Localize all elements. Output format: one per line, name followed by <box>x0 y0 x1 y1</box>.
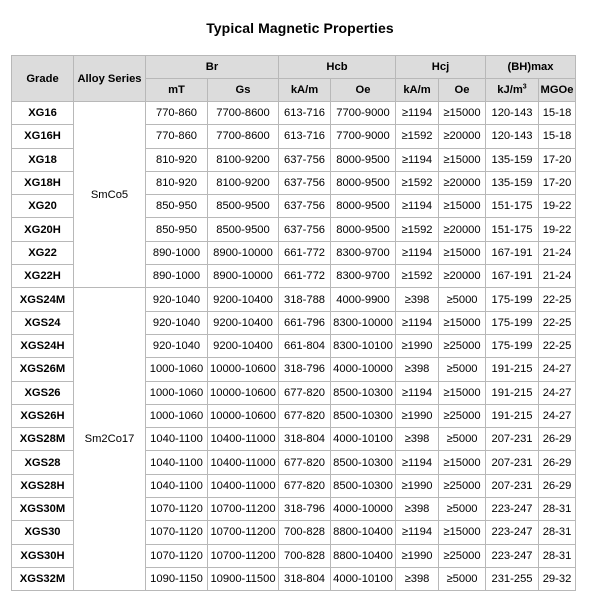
value-cell: ≥1990 <box>396 404 439 427</box>
unit-header: kA/m <box>396 79 439 102</box>
value-cell: 26-29 <box>539 451 576 474</box>
value-cell: 318-804 <box>279 567 331 590</box>
grade-cell: XGS28M <box>12 428 74 451</box>
value-cell: 19-22 <box>539 218 576 241</box>
value-cell: 890-1000 <box>146 265 208 288</box>
value-cell: 28-31 <box>539 498 576 521</box>
value-cell: ≥1194 <box>396 381 439 404</box>
value-cell: ≥1194 <box>396 311 439 334</box>
grade-cell: XGS28 <box>12 451 74 474</box>
value-cell: 4000-10000 <box>331 498 396 521</box>
grade-cell: XGS32M <box>12 567 74 590</box>
value-cell: 10900-11500 <box>208 567 279 590</box>
value-cell: 318-788 <box>279 288 331 311</box>
value-cell: ≥1592 <box>396 171 439 194</box>
value-cell: 8900-10000 <box>208 241 279 264</box>
grade-cell: XG18 <box>12 148 74 171</box>
value-cell: 151-175 <box>486 195 539 218</box>
value-cell: 15-18 <box>539 102 576 125</box>
value-cell: 8000-9500 <box>331 195 396 218</box>
value-cell: 661-796 <box>279 311 331 334</box>
value-cell: 7700-9000 <box>331 125 396 148</box>
value-cell: 637-756 <box>279 195 331 218</box>
table-body <box>12 102 576 591</box>
value-cell: 7700-9000 <box>331 102 396 125</box>
value-cell: 8500-9500 <box>208 195 279 218</box>
grade-cell: XGS26 <box>12 381 74 404</box>
value-cell: 810-920 <box>146 148 208 171</box>
value-cell: 1000-1060 <box>146 404 208 427</box>
value-cell: 175-199 <box>486 334 539 357</box>
value-cell: 1040-1100 <box>146 451 208 474</box>
value-cell: 175-199 <box>486 288 539 311</box>
value-cell: 8300-10100 <box>331 334 396 357</box>
value-cell: 1070-1120 <box>146 521 208 544</box>
value-cell: 231-255 <box>486 567 539 590</box>
value-cell: 24-27 <box>539 381 576 404</box>
value-cell: ≥25000 <box>439 474 486 497</box>
value-cell: 8000-9500 <box>331 218 396 241</box>
value-cell: 661-804 <box>279 334 331 357</box>
value-cell: ≥1990 <box>396 474 439 497</box>
value-cell: 10000-10600 <box>208 381 279 404</box>
value-cell: 8800-10400 <box>331 544 396 567</box>
value-cell: 191-215 <box>486 358 539 381</box>
value-cell: 191-215 <box>486 404 539 427</box>
unit-label: kJ/m <box>497 84 523 96</box>
value-cell: 175-199 <box>486 311 539 334</box>
value-cell: 28-31 <box>539 544 576 567</box>
value-cell: 8500-10300 <box>331 404 396 427</box>
value-cell: 920-1040 <box>146 334 208 357</box>
unit-header: Gs <box>208 79 279 102</box>
value-cell: 207-231 <box>486 451 539 474</box>
value-cell: 661-772 <box>279 241 331 264</box>
unit-header: MGOe <box>539 79 576 102</box>
value-cell: ≥1990 <box>396 544 439 567</box>
value-cell: 637-756 <box>279 171 331 194</box>
value-cell: 10000-10600 <box>208 358 279 381</box>
value-cell: 223-247 <box>486 498 539 521</box>
value-cell: 10700-11200 <box>208 521 279 544</box>
unit-header: kA/m <box>279 79 331 102</box>
value-cell: 22-25 <box>539 311 576 334</box>
value-cell: 24-27 <box>539 358 576 381</box>
value-cell: 167-191 <box>486 241 539 264</box>
value-cell: ≥25000 <box>439 404 486 427</box>
value-cell: 8500-10300 <box>331 451 396 474</box>
grade-cell: XG22 <box>12 241 74 264</box>
value-cell: 637-756 <box>279 148 331 171</box>
value-cell: 8300-9700 <box>331 241 396 264</box>
value-cell: 135-159 <box>486 148 539 171</box>
value-cell: 10700-11200 <box>208 544 279 567</box>
value-cell: ≥15000 <box>439 241 486 264</box>
grade-cell: XGS24 <box>12 311 74 334</box>
value-cell: ≥5000 <box>439 358 486 381</box>
value-cell: 677-820 <box>279 404 331 427</box>
value-cell: 318-804 <box>279 428 331 451</box>
value-cell: ≥5000 <box>439 288 486 311</box>
grade-cell: XGS24H <box>12 334 74 357</box>
value-cell: ≥398 <box>396 428 439 451</box>
value-cell: ≥1990 <box>396 334 439 357</box>
value-cell: ≥398 <box>396 288 439 311</box>
grade-cell: XG16 <box>12 102 74 125</box>
value-cell: ≥25000 <box>439 334 486 357</box>
value-cell: 4000-9900 <box>331 288 396 311</box>
value-cell: 135-159 <box>486 171 539 194</box>
value-cell: ≥1194 <box>396 451 439 474</box>
value-cell: 700-828 <box>279 521 331 544</box>
value-cell: 8900-10000 <box>208 265 279 288</box>
value-cell: 677-820 <box>279 451 331 474</box>
grade-cell: XG20H <box>12 218 74 241</box>
value-cell: 8500-10300 <box>331 381 396 404</box>
value-cell: 920-1040 <box>146 311 208 334</box>
grade-cell: XGS26H <box>12 404 74 427</box>
page-title: Typical Magnetic Properties <box>206 20 394 36</box>
value-cell: ≥20000 <box>439 125 486 148</box>
table-row <box>12 288 576 311</box>
table-row <box>12 102 576 125</box>
header-grade: Grade <box>12 56 74 102</box>
grade-cell: XGS24M <box>12 288 74 311</box>
value-cell: 8800-10400 <box>331 521 396 544</box>
value-cell: 10700-11200 <box>208 498 279 521</box>
value-cell: 318-796 <box>279 498 331 521</box>
value-cell: ≥1592 <box>396 265 439 288</box>
value-cell: ≥1194 <box>396 195 439 218</box>
value-cell: 1040-1100 <box>146 474 208 497</box>
grade-cell: XGS30M <box>12 498 74 521</box>
value-cell: 28-31 <box>539 521 576 544</box>
value-cell: 21-24 <box>539 265 576 288</box>
grade-cell: XG16H <box>12 125 74 148</box>
value-cell: 8000-9500 <box>331 171 396 194</box>
value-cell: ≥15000 <box>439 195 486 218</box>
value-cell: 7700-8600 <box>208 102 279 125</box>
value-cell: 120-143 <box>486 125 539 148</box>
grade-cell: XG18H <box>12 171 74 194</box>
value-cell: ≥15000 <box>439 381 486 404</box>
value-cell: ≥1194 <box>396 102 439 125</box>
unit-header: mT <box>146 79 208 102</box>
value-cell: ≥20000 <box>439 265 486 288</box>
value-cell: ≥15000 <box>439 451 486 474</box>
value-cell: 4000-10100 <box>331 567 396 590</box>
value-cell: ≥15000 <box>439 102 486 125</box>
value-cell: ≥20000 <box>439 218 486 241</box>
header-hcj: Hcj <box>396 56 486 79</box>
value-cell: 850-950 <box>146 195 208 218</box>
value-cell: 4000-10000 <box>331 358 396 381</box>
magnetic-properties-table <box>11 55 576 591</box>
value-cell: 26-29 <box>539 474 576 497</box>
header-alloy-series: Alloy Series <box>74 56 146 102</box>
value-cell: 8500-9500 <box>208 218 279 241</box>
value-cell: ≥5000 <box>439 498 486 521</box>
grade-cell: XGS30H <box>12 544 74 567</box>
value-cell: 223-247 <box>486 544 539 567</box>
value-cell: 850-950 <box>146 218 208 241</box>
value-cell: 890-1000 <box>146 241 208 264</box>
value-cell: 8300-10000 <box>331 311 396 334</box>
value-cell: 17-20 <box>539 148 576 171</box>
value-cell: 1000-1060 <box>146 381 208 404</box>
unit-header: Oe <box>331 79 396 102</box>
value-cell: 8100-9200 <box>208 171 279 194</box>
header-br: Br <box>146 56 279 79</box>
value-cell: 613-716 <box>279 125 331 148</box>
value-cell: ≥398 <box>396 567 439 590</box>
value-cell: 1090-1150 <box>146 567 208 590</box>
value-cell: 26-29 <box>539 428 576 451</box>
value-cell: 4000-10100 <box>331 428 396 451</box>
value-cell: ≥20000 <box>439 171 486 194</box>
value-cell: ≥15000 <box>439 148 486 171</box>
value-cell: 191-215 <box>486 381 539 404</box>
value-cell: 223-247 <box>486 521 539 544</box>
value-cell: 17-20 <box>539 171 576 194</box>
value-cell: 19-22 <box>539 195 576 218</box>
value-cell: 637-756 <box>279 218 331 241</box>
value-cell: 613-716 <box>279 102 331 125</box>
header-bhmax: (BH)max <box>486 56 576 79</box>
value-cell: 1040-1100 <box>146 428 208 451</box>
value-cell: ≥1592 <box>396 218 439 241</box>
value-cell: 15-18 <box>539 125 576 148</box>
value-cell: 21-24 <box>539 241 576 264</box>
value-cell: 151-175 <box>486 218 539 241</box>
unit-header <box>486 79 539 102</box>
header-row-main <box>12 56 576 79</box>
grade-cell: XG20 <box>12 195 74 218</box>
value-cell: 1070-1120 <box>146 544 208 567</box>
value-cell: 9200-10400 <box>208 334 279 357</box>
alloy-series-cell: SmCo5 <box>74 102 146 288</box>
value-cell: 677-820 <box>279 381 331 404</box>
value-cell: ≥1194 <box>396 148 439 171</box>
value-cell: 8500-10300 <box>331 474 396 497</box>
value-cell: 770-860 <box>146 125 208 148</box>
value-cell: ≥1592 <box>396 125 439 148</box>
value-cell: ≥5000 <box>439 428 486 451</box>
value-cell: ≥5000 <box>439 567 486 590</box>
value-cell: 207-231 <box>486 428 539 451</box>
header-hcb: Hcb <box>279 56 396 79</box>
value-cell: ≥15000 <box>439 521 486 544</box>
value-cell: 8000-9500 <box>331 148 396 171</box>
grade-cell: XGS30 <box>12 521 74 544</box>
grade-cell: XG22H <box>12 265 74 288</box>
value-cell: 120-143 <box>486 102 539 125</box>
grade-cell: XGS28H <box>12 474 74 497</box>
value-cell: 9200-10400 <box>208 311 279 334</box>
value-cell: ≥398 <box>396 358 439 381</box>
value-cell: 10400-11000 <box>208 451 279 474</box>
alloy-series-cell: Sm2Co17 <box>74 288 146 591</box>
value-cell: 10000-10600 <box>208 404 279 427</box>
value-cell: 9200-10400 <box>208 288 279 311</box>
value-cell: 1070-1120 <box>146 498 208 521</box>
value-cell: 770-860 <box>146 102 208 125</box>
value-cell: 1000-1060 <box>146 358 208 381</box>
value-cell: ≥1194 <box>396 241 439 264</box>
grade-cell: XGS26M <box>12 358 74 381</box>
value-cell: 8100-9200 <box>208 148 279 171</box>
value-cell: 810-920 <box>146 171 208 194</box>
value-cell: 29-32 <box>539 567 576 590</box>
value-cell: 10400-11000 <box>208 428 279 451</box>
value-cell: 22-25 <box>539 334 576 357</box>
value-cell: ≥25000 <box>439 544 486 567</box>
value-cell: 677-820 <box>279 474 331 497</box>
value-cell: 22-25 <box>539 288 576 311</box>
value-cell: ≥15000 <box>439 311 486 334</box>
value-cell: 700-828 <box>279 544 331 567</box>
unit-superscript: 3 <box>522 83 527 91</box>
value-cell: 207-231 <box>486 474 539 497</box>
value-cell: 920-1040 <box>146 288 208 311</box>
value-cell: 318-796 <box>279 358 331 381</box>
value-cell: 8300-9700 <box>331 265 396 288</box>
value-cell: 7700-8600 <box>208 125 279 148</box>
value-cell: ≥398 <box>396 498 439 521</box>
unit-header: Oe <box>439 79 486 102</box>
value-cell: 10400-11000 <box>208 474 279 497</box>
value-cell: ≥1194 <box>396 521 439 544</box>
value-cell: 661-772 <box>279 265 331 288</box>
value-cell: 167-191 <box>486 265 539 288</box>
value-cell: 24-27 <box>539 404 576 427</box>
